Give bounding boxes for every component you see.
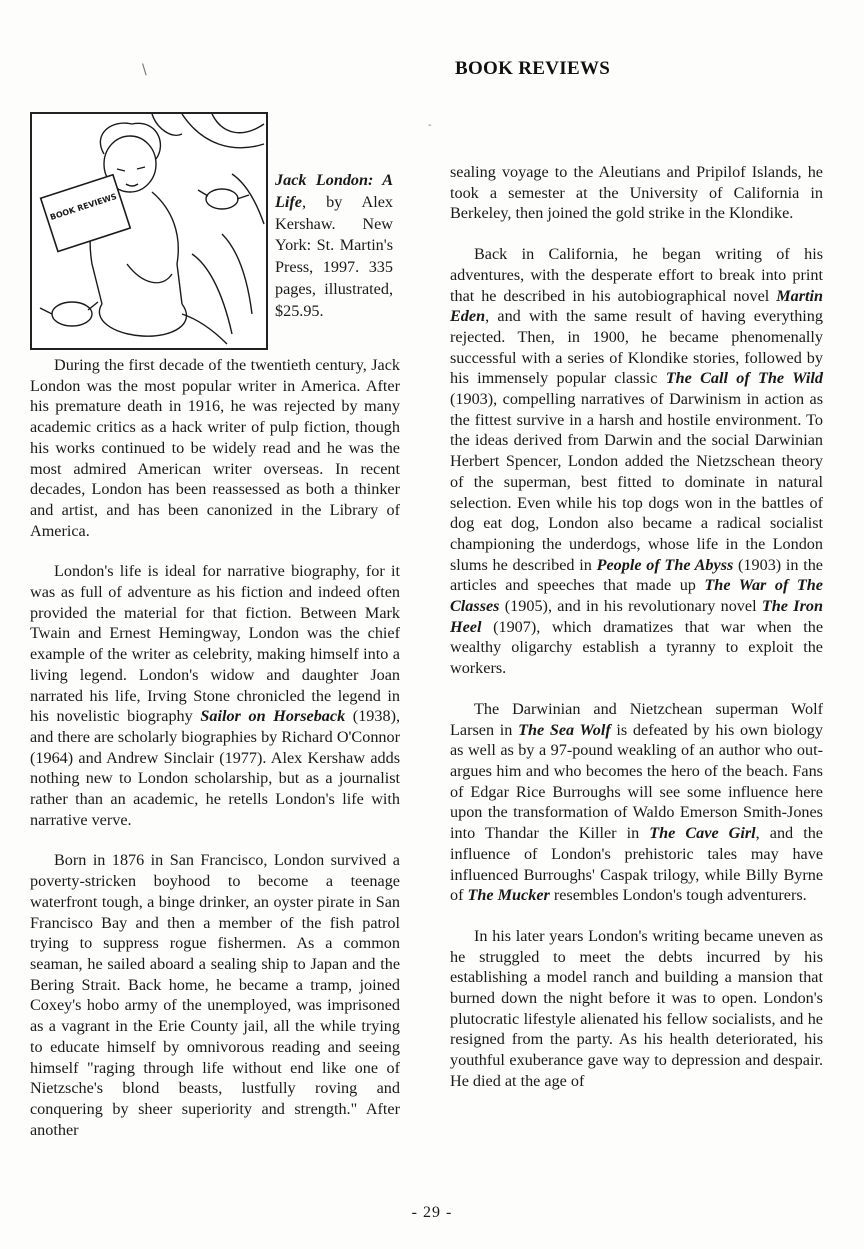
book-title: The Mucker: [467, 886, 550, 905]
book-title: The Call of The Wild: [665, 369, 823, 388]
right-column: [450, 162, 823, 1112]
page-number: - 29 -: [411, 1204, 453, 1221]
paragraph: London's life is ideal for narrative biography, for it was as full of adventure as his fiction and indeed often provided the material for that fiction. Between Mark Twain and Ernest Hemingway, London was the chief example of the writer as celebrity, making himself into a living legend. London's widow and daughter Joan narrated his life, Irving Stone chronicled the legend in his novelistic biography Sailor on Horseback (1938), and there are scholarly biographies by Richard O'Connor (1964) and Andrew Sinclair (1977). Alex Kershaw adds nothing new to London scholarship, but as a journalist rather than an academic, he retells London's life with narrative verve.: [30, 562, 401, 829]
book-title: People of The Abyss: [596, 555, 734, 574]
book-citation: [275, 170, 393, 323]
paragraph: In his later years London's writing became uneven as he struggled to meet the debts incurred by his establishing a model ranch and building a mansion that burned down the night before it was to open. London's plutocratic lifestyle alienated his fellow socialists, and he resigned from the party. As his health deteriorated, his youthful exuberance gave way to depression and despair. He died at the age of: [450, 926, 823, 1090]
book-title: The Sea Wolf: [518, 720, 611, 739]
book-title: Jack London: A Life: [275, 171, 393, 211]
reader-with-animals-illustration-icon: [32, 114, 266, 348]
book-title: Martin Eden: [450, 286, 823, 326]
paragraph: Born in 1876 in San Francisco, London survived a poverty-stricken boyhood to become a teenage waterfront tough, a binge drinker, an oyster pirate in San Francisco Bay and then a member of the fish patrol trying to suppress rogue fishermen. As a common seaman, he sailed aboard a sealing ship to Japan and the Bering Strait. Back home, he became a tramp, joined Coxey's hobo army of the unemployed, was imprisoned as a vagrant in the Erie County jail, all the while trying to educate himself by omnivorous reading and seeing himself "raging through life without end like one of Nietzsche's blond beasts, lustfully roving and conquering by sheer superiority and strength." After another: [30, 851, 400, 1139]
paragraph: sealing voyage to the Aleutians and Pripilof Islands, he took a semester at the University of California in Berkeley, then joined the gold strike in the Klondike.: [450, 163, 823, 223]
scan-mark: \: [142, 62, 147, 78]
book-reviews-illustration: [30, 112, 268, 350]
book-citation-details: , by Alex Kershaw. New York: St. Martin's Press, 1997. 335 pages, illustrated, $25.95.: [275, 192, 393, 320]
paragraph: During the first decade of the twentieth century, Jack London was the most popular writer in America. After his premature death in 1916, he was rejected by many academic critics as a hack writer of pulp fiction, though his works continued to be widely read and he was the most admired American writer overseas. In recent decades, London has been reassessed as both a thinker and artist, and has been canonized in the Library of America.: [30, 356, 400, 540]
left-column: [30, 355, 400, 1160]
illustration-sign-text: BOOK REVIEWS: [48, 191, 118, 222]
book-title: Sailor on Horseback: [200, 707, 346, 726]
book-title: The Cave Girl: [649, 824, 756, 843]
book-title: The Iron Heel: [450, 597, 823, 636]
scan-mark: -: [428, 120, 432, 131]
book-title: The War of The Classes: [450, 576, 823, 616]
paragraph: Back in California, he began writing of his adventures, with the desperate effort to break into print that he described in his autobiographical novel Martin Eden, and with the same result of having everything rejected. Then, in 1900, he became phenomenally successful with a series of Klondike stories, followed by his immensely popular classic The Call of The Wild (1903), compelling narratives of Darwinism in action as the fittest survive in a harsh and hostile environment. To the ideas derived from Darwin and the social Darwinian Herbert Spencer, London added the Nietzschean theory of the superman, best fitted to dominate in natural selection. Even while his top dogs won in the battles of dog eat dog, London also became a radical socialist championing the underdogs, whose life in the London slums he described in People of The Abyss (1903) in the articles and speeches that made up The War of The Classes (1905), and in his revolutionary novel The Iron Heel (1907), which dramatizes that war when the wealthy oligarchy establish a tyranny to exploit the workers.: [450, 245, 823, 678]
paragraph: The Darwinian and Nietzchean superman Wolf Larsen in The Sea Wolf is defeated by his own biology as well as by a 97-pound weakling of an author who out-argues him and who becomes the hero of the beach. Fans of Edgar Rice Burroughs will see some influence here upon the transformation of Waldo Emerson Smith-Jones into Thandar the Killer in The Cave Girl, and the influence of London's prehistoric tales may have influenced Burroughs' Caspak trilogy, while Billy Byrne of The Mucker resembles London's tough adventurers.: [450, 699, 823, 905]
page-title: BOOK REVIEWS: [455, 58, 611, 79]
